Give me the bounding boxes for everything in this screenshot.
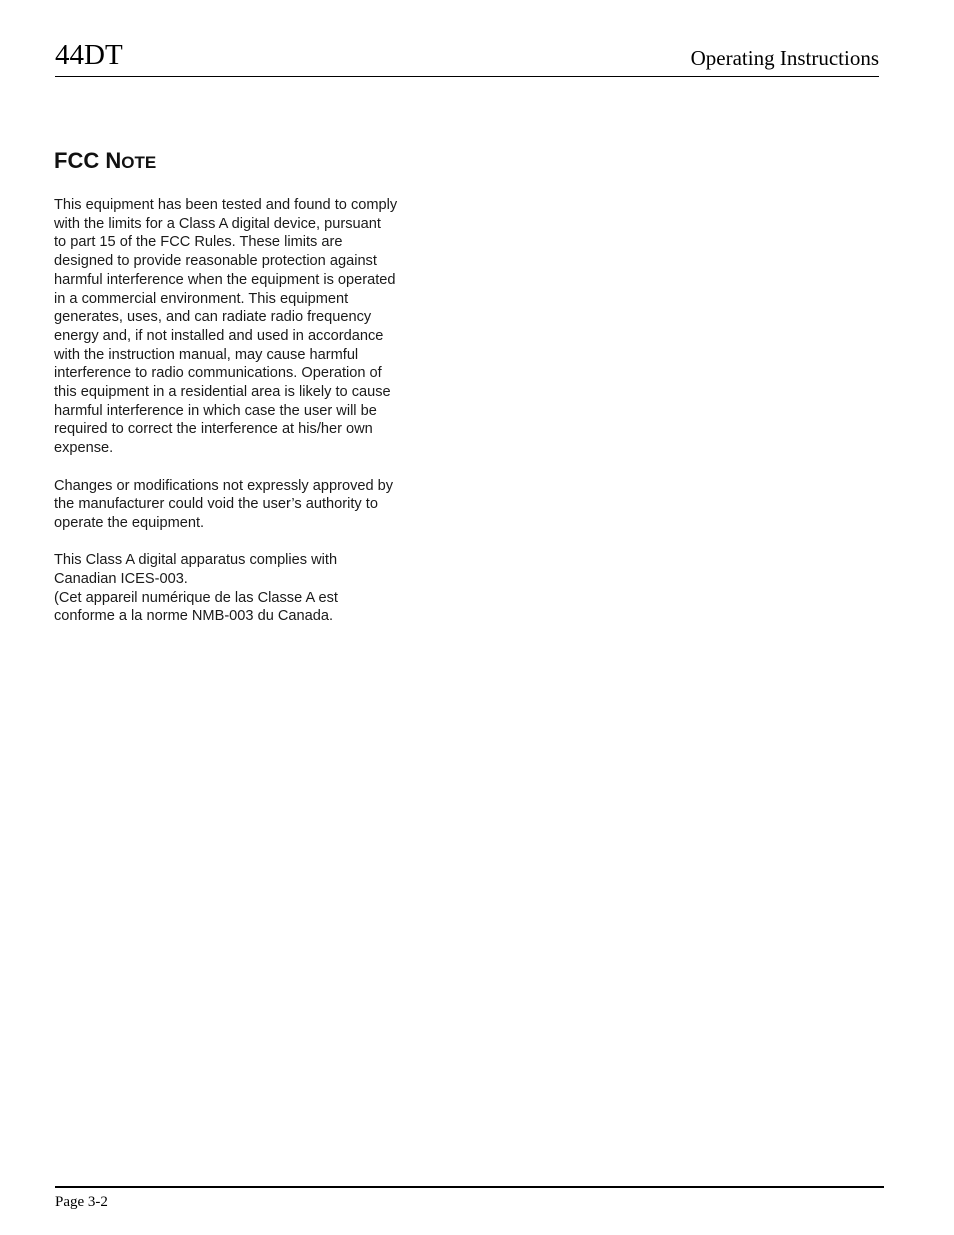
model-name: 44DT [55, 39, 123, 71]
page-header [55, 38, 879, 77]
fcc-note-section [54, 146, 444, 645]
page-footer [55, 1186, 884, 1210]
section-title [54, 146, 444, 178]
section-name: Operating Instructions [690, 46, 879, 70]
section-title-rest: OTE [121, 153, 157, 172]
fcc-compliance-paragraph: This equipment has been tested and found to comply with the limits for a Class A digital device, pursuant to part 15 of the FCC Rules. These limits are designed to provide reasonable protection against harmful interference when the equipment is operated in a commercial environment. This equipment generates, uses, and can radiate radio frequency energy and, if not installed and used in accordance with the instruction manual, may cause harmful interference to radio communications. Operation of this equipment in a residential area is likely to cause harmful interference in which case the user will be required to correct the interference at his/her own expense. [54, 197, 398, 457]
page-number: Page 3-2 [55, 1194, 108, 1210]
modifications-paragraph: Changes or modifications not expressly approved by the manufacturer could void the user’s authority to operate the equipment. [54, 477, 394, 531]
canada-compliance-paragraph: This Class A digital apparatus complies with Canadian ICES-003. (Cet appareil numérique de las Classe A est conforme a la norme NMB-003 du Canada. [54, 552, 338, 625]
section-title-initial: FCC N [54, 148, 122, 173]
